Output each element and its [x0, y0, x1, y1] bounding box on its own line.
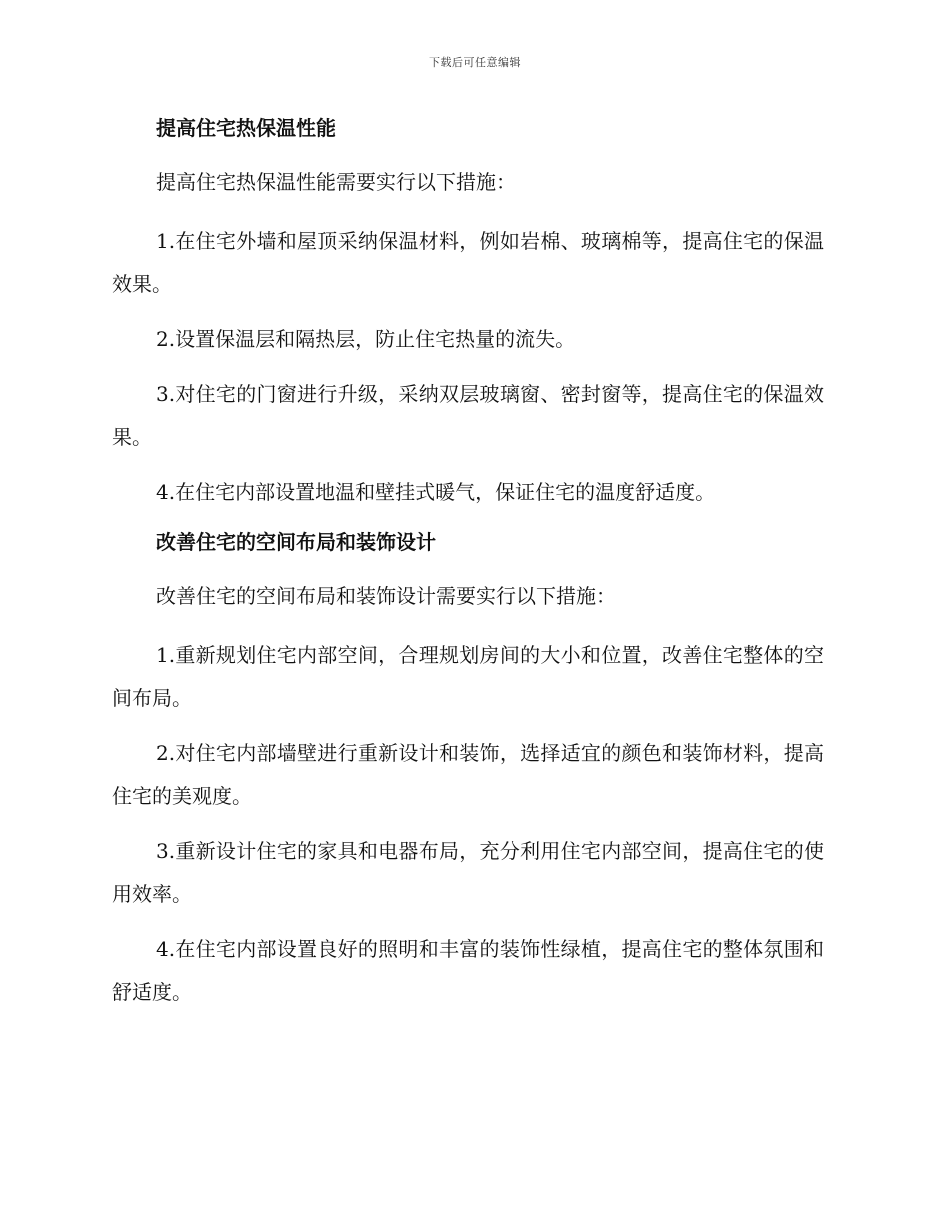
section-intro: 提高住宅热保温性能需要实行以下措施： — [156, 170, 516, 194]
list-item: 2.设置保温层和隔热层，防止住宅热量的流失。 — [156, 327, 576, 351]
list-item: 2.对住宅内部墙壁进行重新设计和装饰，选择适宜的颜色和装饰材料，提高住宅的美观度。 — [112, 741, 824, 808]
section-heading: 改善住宅的空间布局和装饰设计 — [156, 530, 436, 554]
section-space-layout — [112, 526, 824, 1014]
section-intro: 改善住宅的空间布局和装饰设计需要实行以下措施： — [156, 584, 616, 608]
section-thermal-insulation — [112, 112, 824, 514]
list-item: 1.在住宅外墙和屋顶采纳保温材料，例如岩棉、玻璃棉等，提高住宅的保温效果。 — [112, 229, 824, 296]
section-heading: 提高住宅热保温性能 — [156, 116, 336, 140]
list-item: 4.在住宅内部设置良好的照明和丰富的装饰性绿植，提高住宅的整体氛围和舒适度。 — [112, 937, 824, 1004]
document-body — [112, 112, 824, 1026]
list-item: 1.重新规划住宅内部空间，合理规划房间的大小和位置，改善住宅整体的空间布局。 — [112, 643, 824, 710]
list-item: 3.对住宅的门窗进行升级，采纳双层玻璃窗、密封窗等，提高住宅的保温效果。 — [112, 382, 824, 449]
page-header: 下载后可任意编辑 — [429, 56, 521, 69]
list-item: 4.在住宅内部设置地温和壁挂式暖气，保证住宅的温度舒适度。 — [156, 480, 716, 504]
list-item: 3.重新设计住宅的家具和电器布局，充分利用住宅内部空间，提高住宅的使用效率。 — [112, 839, 824, 906]
